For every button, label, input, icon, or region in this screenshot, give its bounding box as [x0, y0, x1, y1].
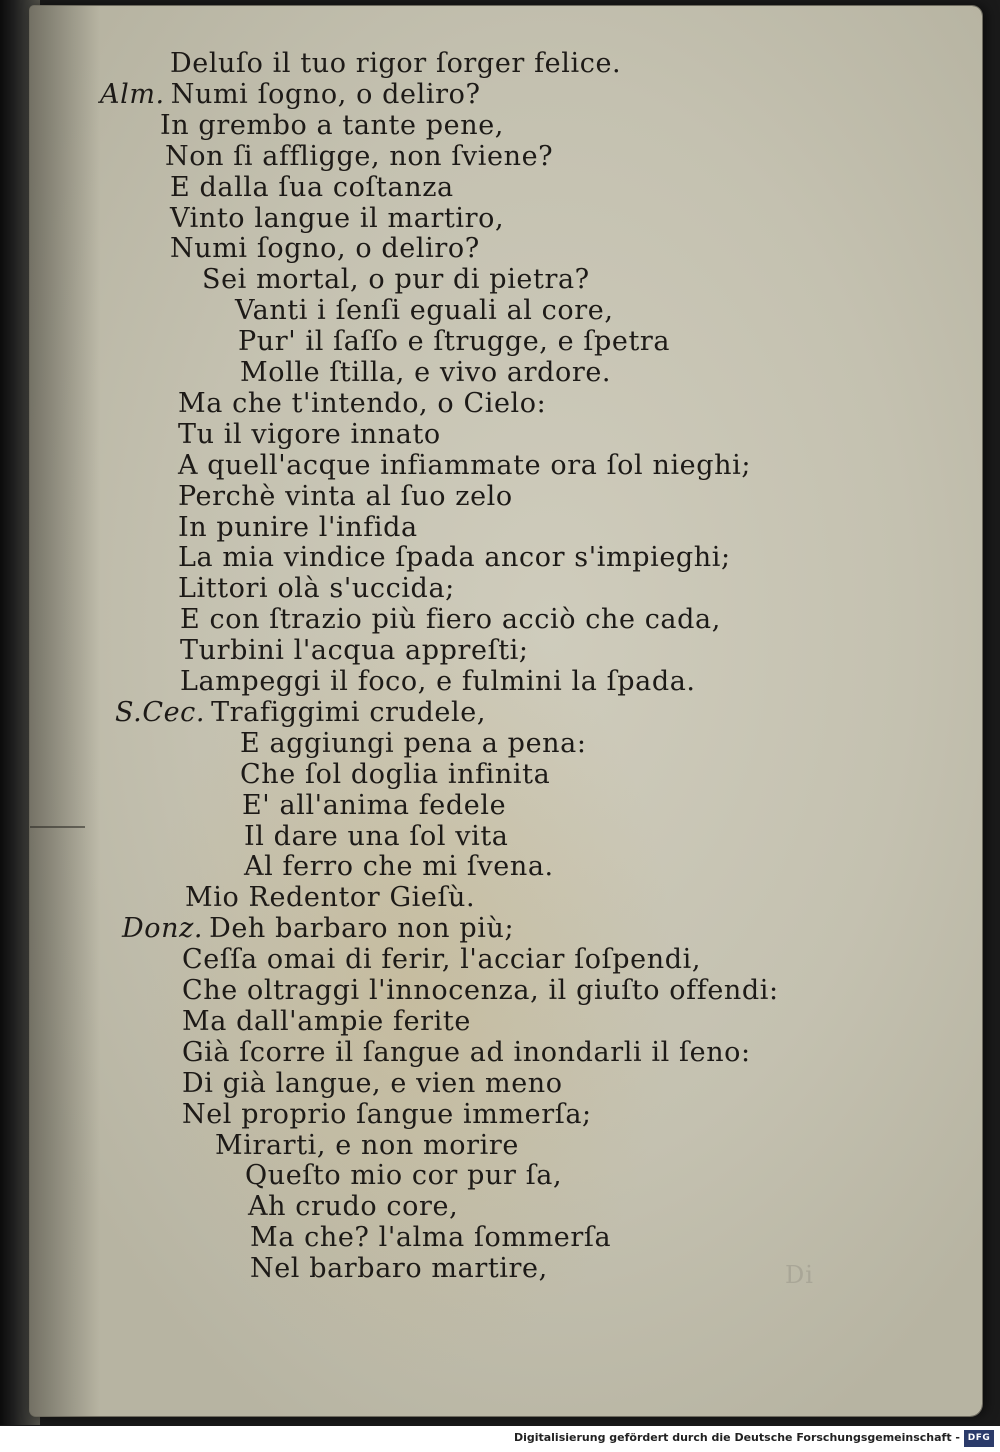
footer-bar [0, 1426, 1000, 1452]
text-line [100, 79, 481, 110]
speaker-name: Alm. [100, 78, 165, 110]
text-line [238, 326, 670, 357]
text-line [215, 1130, 519, 1161]
verse-text: Ma che t'intendo, o Cielo: [178, 387, 547, 419]
text-line [240, 759, 550, 790]
verse-text: Il dare una ſol vita [244, 820, 509, 852]
text-line [240, 357, 611, 388]
text-line [170, 172, 454, 203]
verse-text: Deluſo il tuo rigor ſorger felice. [170, 48, 622, 79]
verse-text: E aggiungi pena a pena: [240, 727, 587, 759]
verse-text: Ma che? l'alma ſommerſa [250, 1222, 612, 1254]
verse-text: Pur' il ſaſſo e ſtrugge, e ſpetra [238, 326, 671, 358]
verse-text: Già ſcorre il ſangue ad inondarli il ſeno: [182, 1036, 751, 1068]
verse-text: Littori olà s'uccida; [178, 573, 455, 605]
verse-text: Lampeggi il foco, e fulmini la ſpada. [180, 666, 696, 697]
text-line [242, 790, 506, 821]
text-line [235, 295, 614, 326]
text-line [182, 944, 701, 975]
text-line [170, 233, 480, 264]
verse-text: Non ſi affligge, non ſviene? [165, 140, 554, 172]
verse-text: In punire l'infida [178, 511, 418, 543]
verse-text: Che oltraggi l'innocenza, il giuſto offendi: [182, 975, 779, 1006]
text-line [178, 481, 513, 512]
verse-text: Molle ſtilla, e vivo ardore. [240, 357, 612, 388]
verse-text: E con ſtrazio più fiero acciò che cada, [180, 604, 721, 636]
text-line [240, 728, 587, 759]
verse-text: Ma dall'ampie ferite [182, 1005, 471, 1037]
text-line [244, 821, 509, 852]
text-line [182, 1099, 592, 1130]
text-line [115, 697, 486, 728]
verse-text: Nel barbaro martire, [250, 1253, 548, 1285]
speaker-name: Donz. [122, 913, 204, 945]
verse-text: Sei mortal, o pur di pietra? [202, 264, 590, 296]
text-line [170, 48, 621, 79]
text-line [178, 542, 731, 573]
page-crease [30, 826, 85, 828]
text-line [122, 913, 514, 944]
verse-text: In grembo a tante pene, [160, 109, 504, 141]
text-line [178, 573, 455, 604]
text-line [244, 851, 554, 882]
text-line [165, 141, 553, 172]
verse-text: Perchè vinta al ſuo zelo [178, 480, 513, 512]
verse-text: E' all'anima fedele [242, 789, 507, 821]
verse-text: Ceſſa omai di ferir, l'acciar ſoſpendi, [182, 944, 702, 976]
verse-text: Turbini l'acqua appreſti; [180, 635, 529, 667]
text-line [202, 264, 590, 295]
text-line [250, 1222, 611, 1253]
verse-text: Tu il vigore innato [178, 418, 441, 450]
verse-text: Mio Redentor Gieſù. [185, 882, 476, 914]
verse-text: Numi ſogno, o deliro? [170, 78, 481, 110]
text-line [178, 388, 546, 419]
text-line [182, 1068, 563, 1099]
catchword: Di [785, 1261, 814, 1289]
verse-text: E dalla ſua coſtanza [170, 171, 454, 203]
verse-text: Di già langue, e vien meno [182, 1067, 563, 1099]
speaker-name: S.Cec. [115, 696, 206, 728]
text-line [248, 1191, 458, 1222]
verse-text: Numi ſogno, o deliro? [170, 233, 480, 265]
text-line [180, 666, 696, 697]
verse-text: Ah crudo core, [248, 1191, 459, 1223]
text-line [170, 203, 504, 234]
dfg-logo: DFG [964, 1430, 994, 1447]
verse-text: Mirarti, e non morire [215, 1129, 519, 1161]
verse-text: Queſto mio cor pur ſa, [245, 1160, 563, 1192]
verse-text: A quell'acque infiammate ora ſol nieghi; [178, 449, 752, 481]
text-line [185, 882, 475, 913]
verse-text: Nel proprio ſangue immerſa; [182, 1098, 592, 1130]
verse-text: Deh barbaro non più; [209, 913, 515, 945]
verse-text: Al ferro che mi ſvena. [244, 851, 554, 883]
verse-text: Vanti i ſenſi eguali al core, [235, 295, 614, 327]
text-line [180, 635, 529, 666]
text-line [178, 512, 418, 543]
funding-credit: Digitalisierung gefördert durch die Deutsche Forschungsgemeinschaft - [513, 1431, 960, 1444]
verse-text: Che ſol doglia infinita [240, 758, 551, 790]
text-line [182, 1006, 471, 1037]
text-line [182, 975, 779, 1006]
text-line [178, 419, 441, 450]
gutter-shadow [30, 6, 100, 1416]
text-line [250, 1253, 548, 1284]
verse-text: Trafiggimi crudele, [211, 696, 487, 728]
verse-text: Vinto langue il martiro, [170, 202, 505, 234]
text-line [160, 110, 504, 141]
text-line [245, 1160, 562, 1191]
text-line [180, 604, 721, 635]
verse-text: La mia vindice ſpada ancor s'impieghi; [178, 542, 731, 574]
text-line [182, 1037, 751, 1068]
book-page [30, 6, 982, 1416]
text-line [178, 450, 751, 481]
